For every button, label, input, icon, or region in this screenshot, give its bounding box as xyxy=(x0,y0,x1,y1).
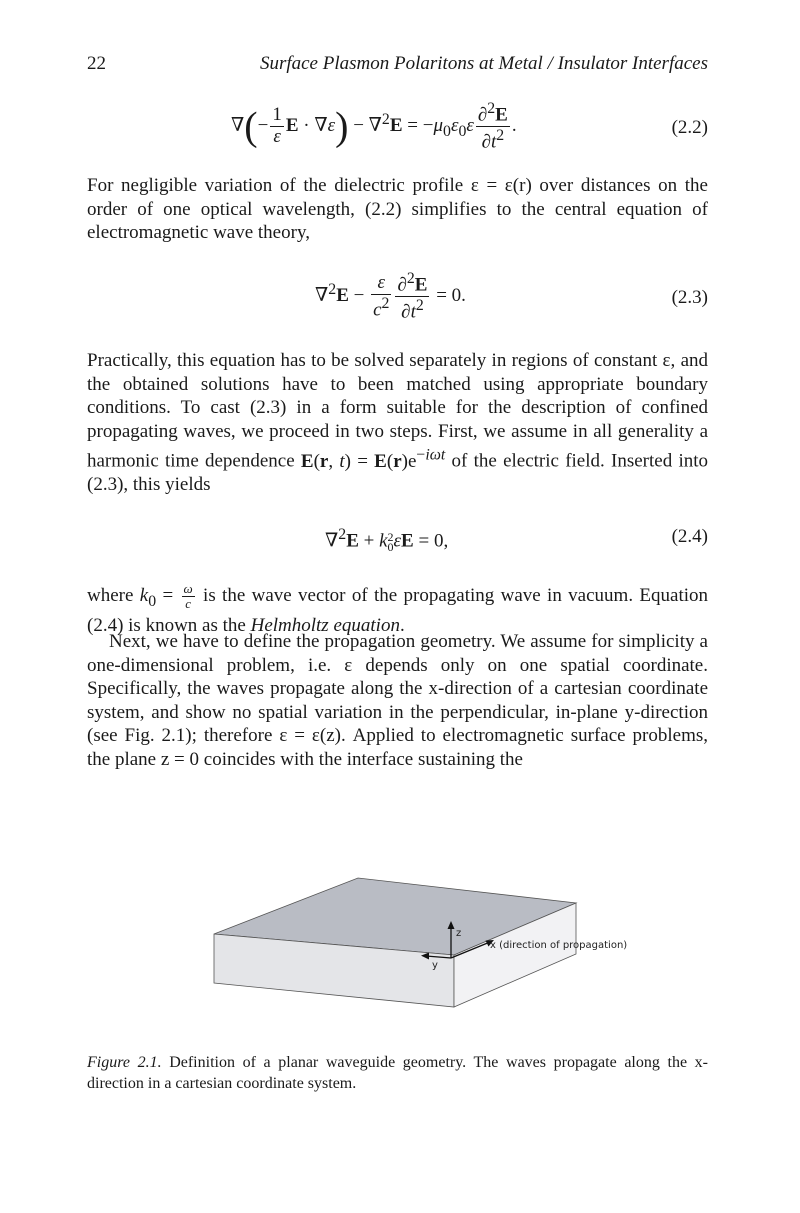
y-axis-label: y xyxy=(432,960,438,971)
page-header xyxy=(87,53,708,83)
page-number: 22 xyxy=(87,53,106,74)
equation-2-2 xyxy=(87,100,708,158)
paragraph-2 xyxy=(87,349,708,497)
equation-2-2-body: ∇(− $\frac{1}{\varepsilon}$ $E \cdot \nabla\varepsilon) - \nabla^2E = -\mu_0\varepsilon_0\varepsilon$ $\frac{\partial^2E}{\partial t^2}$ . xyxy=(231,100,517,153)
paragraph-1: For negligible variation of the dielectric profile ε = ε(r) over distances on the order of one optical wavelength, (2.2) simplifies to the central equation of electromagnetic wave theory, xyxy=(87,175,708,244)
x-axis-label: x (direction of propagation) xyxy=(490,940,628,951)
z-axis-label: z xyxy=(456,928,462,939)
paragraph-3 xyxy=(87,582,708,637)
paragraph-2-text-a: Practically, this equation has to be solved separately in regions of constant ε, and the obtained solutions have to been matched using appropriate boundary conditions. To cast (2.3) in a form suitable for the description of confined propagating waves, we proceed in two steps. First, we assume in all generality a harmonic time dependence xyxy=(87,350,708,472)
paragraph-4: Next, we have to define the propagation geometry. We assume for simplicity a one-dimensional problem, i.e. ε depends only on one spatial coordinate. Specifically, the waves propagate along the x-direction of a cartesian coordinate system, and show no spatial variation in the perpendicular, in-plane y-direction (see Fig. 2.1); therefore ε = ε(z). Applied to electromagnetic surface problems, the plane z = 0 coincides with the interface sustaining the xyxy=(87,631,708,770)
inline-math-k0: $k_0$ = $\frac{\omega}{c}$ xyxy=(139,581,193,612)
caption-text: Definition of a planar waveguide geometry. The waves propagate along the x-direction in a cartesian coordinate system. xyxy=(87,1054,708,1092)
paragraph-3-text-a: where xyxy=(87,585,140,607)
paragraph-3-text-b: is the wave vector of the propagating wave in vacuum. Equation (2.4) is known as the xyxy=(87,585,709,636)
emphasis-helmholtz: Helmholtz equation xyxy=(250,614,400,636)
equation-2-3-body: ∇$^2$E − $\frac{\varepsilon}{c^2}$ $\frac{\partial^2E}{\partial t^2}$ = 0. xyxy=(315,270,466,323)
equation-2-3 xyxy=(87,270,708,328)
paragraph-2-text-b: of the electric field. Inserted into (2.3), this yields xyxy=(87,450,709,496)
equation-number: (2.2) xyxy=(671,117,708,138)
equation-2-4 xyxy=(87,526,708,554)
figure-caption xyxy=(87,1053,708,1094)
equation-number: (2.4) xyxy=(671,526,708,547)
inline-math: E(r, $t) = E(r)e^{-i\omega t}$ xyxy=(300,446,446,472)
figure-planar-waveguide xyxy=(210,870,640,1015)
equation-number: (2.3) xyxy=(671,287,708,308)
caption-label: Figure 2.1. xyxy=(87,1054,162,1071)
running-title: Surface Plasmon Polaritons at Metal / Insulator Interfaces xyxy=(259,53,708,74)
equation-2-4-body: ∇$^2$E + k 2 0 εE = 0, xyxy=(325,526,449,554)
paragraph-3-text-c: . xyxy=(399,614,405,636)
